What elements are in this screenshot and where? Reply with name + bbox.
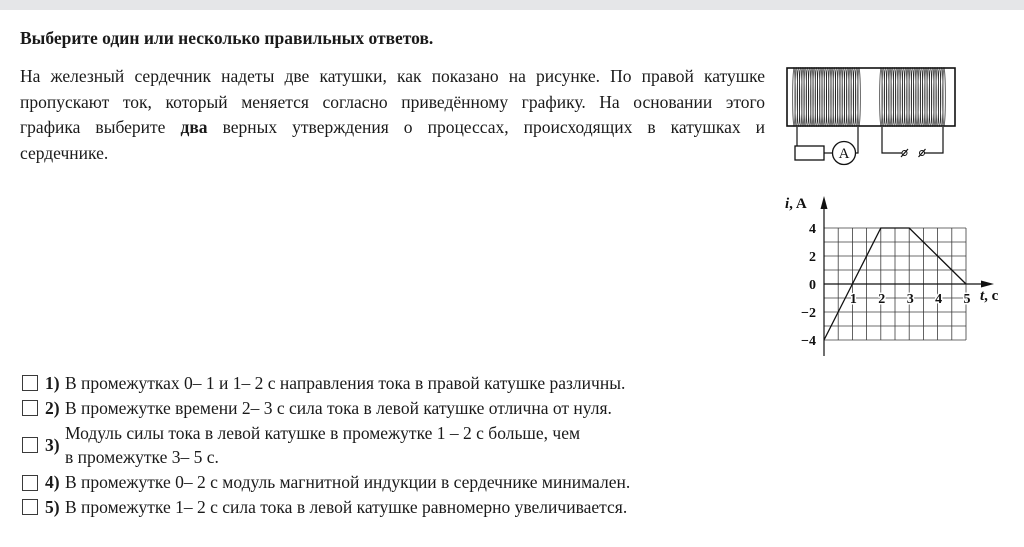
answer-option-1[interactable] [22,371,742,396]
answer-options [22,371,742,520]
y-axis-label-variable: i [785,196,790,212]
x-axis-arrow [981,281,994,288]
question-line-4: сердечнике. [20,142,109,163]
answer-number: 2) [45,397,60,418]
right-circuit-wire [882,127,902,153]
left-coil [793,68,861,127]
current-vs-time-graph [780,190,1010,365]
resistor [795,146,824,160]
answer-number: 5) [45,496,60,517]
left-circuit-wire [856,127,859,153]
y-tick-label: −2 [801,306,816,321]
y-axis-arrow [821,196,828,209]
right-coil [880,68,946,127]
answer-option-2[interactable] [22,396,742,421]
y-tick-label: −4 [801,334,816,349]
x-tick-label: 4 [935,292,943,307]
y-axis-label-unit: , A [789,196,807,212]
answer-option-5[interactable] [22,495,742,520]
x-tick-label: 1 [849,292,857,307]
x-axis-label [980,288,999,304]
question-text [20,64,765,166]
answer-text [65,470,630,495]
y-tick-label: 0 [809,278,816,293]
answer-text-line: В промежутке 0– 2 с модуль магнитной индукции в сердечнике минимален. [65,472,631,493]
question-line-3-start: графика выберите [20,117,166,137]
x-tick-label: 2 [878,292,886,307]
answer-number: 1) [45,373,60,393]
answer-checkbox-2[interactable] [22,400,38,416]
answer-text-line: Модуль силы тока в левой катушке в промежутке 1 – 2 с больше, чем [65,422,581,443]
answer-option-3[interactable] [22,421,742,471]
answer-checkbox-1[interactable] [22,375,38,391]
answer-text [65,396,612,421]
answer-text [65,421,580,471]
question-line-1: На железный сердечник надеты две катушки, как показано на рисунке. По правой катушке [20,66,765,86]
ammeter-label: A [838,146,850,162]
coil-circuit-diagram [785,64,960,169]
question-line-3-end: верных утверждения о процессах, происходящих в катушках и [222,117,765,137]
question-line-3 [20,115,765,141]
answer-number: 4) [45,472,60,493]
answer-text-line: в промежутке 3– 5 с. [65,447,219,468]
instruction-heading: Выберите один или несколько правильных ответов. [20,28,434,48]
y-axis-label [785,196,807,212]
answer-checkbox-3[interactable] [22,437,38,453]
x-tick-label: 5 [963,292,971,307]
answer-option-4[interactable] [22,470,742,495]
question-line-2: пропускают ток, который меняется согласно приведённому графику. На основании этого [20,91,765,112]
answer-text [65,495,627,520]
y-tick-label: 4 [809,222,816,237]
answer-text-line: В промежутках 0– 1 и 1– 2 с направления тока в правой катушке различны. [65,373,626,393]
y-tick-label: 2 [809,250,816,265]
x-axis-label-unit: , с [984,288,999,304]
answer-checkbox-5[interactable] [22,499,38,515]
answer-text [65,371,625,396]
answer-checkbox-4[interactable] [22,475,38,491]
answer-text-line: В промежутке времени 2– 3 с сила тока в левой катушке отлична от нуля. [65,397,612,418]
top-bar [0,0,1024,10]
emphasized-word: два [180,117,208,137]
right-circuit-wire [925,127,944,153]
answer-number: 3) [45,434,60,455]
x-tick-label: 3 [906,292,914,307]
answer-text-line: В промежутке 1– 2 с сила тока в левой катушке равномерно увеличивается. [65,496,628,517]
x-axis-label-variable: t [980,288,985,304]
